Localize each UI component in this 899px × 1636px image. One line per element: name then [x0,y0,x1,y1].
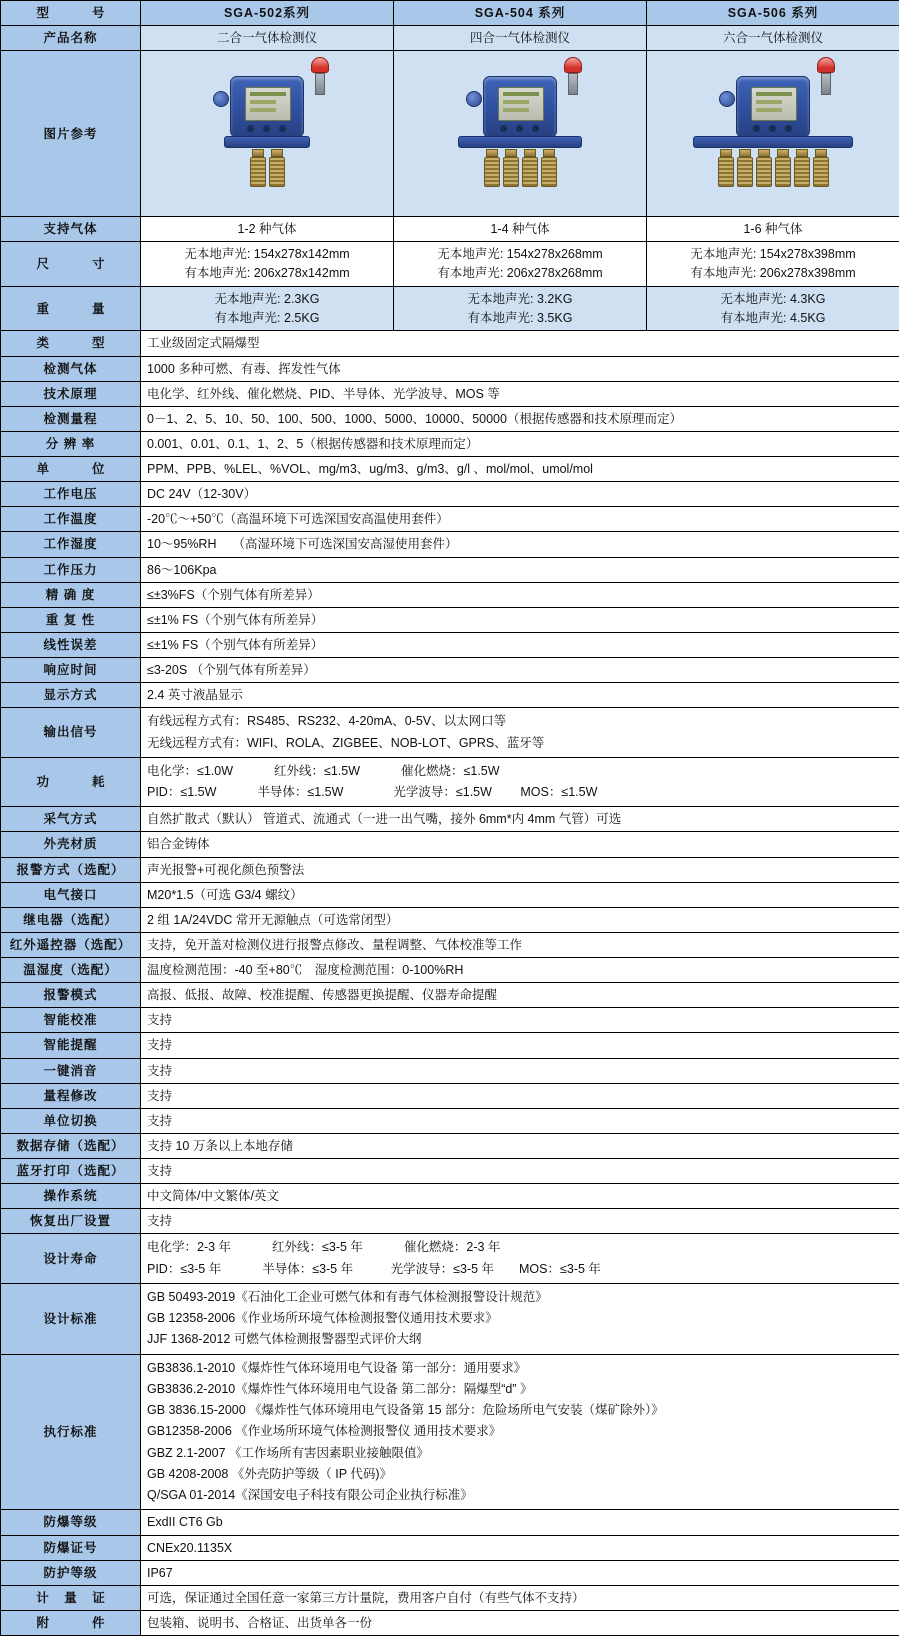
row-value-voltage: DC 24V（12-30V） [141,482,899,507]
output-signal-wired: 有线远程方式有：RS485、RS232、4-20mA、0-5V、以太网口等 [147,711,893,732]
supported-gases-504: 1-4 种气体 [394,217,647,242]
row-label-electrical-interface: 电气接口 [1,882,141,907]
row-value-range-modify: 支持 [141,1083,899,1108]
weight-504-line1: 无本地声光: 3.2KG [400,290,640,309]
row-label-resolution: 分 辨 率 [1,431,141,456]
row-label-image-reference: 图片参考 [1,51,141,217]
design-life-line1: 电化学：2-3 年 红外线：≤3-5 年 催化燃烧：2-3 年 [147,1237,893,1258]
row-label-ex-certificate: 防爆证号 [1,1535,141,1560]
execution-standard-line2: GB3836.2-2010《爆炸性气体环境用电气设备 第二部分：隔爆型“d” 》 [147,1379,893,1400]
table-row [1,507,899,532]
sensor-group-icon [224,149,310,187]
row-value-type: 工业级固定式隔爆型 [141,331,899,356]
row-label-unit: 单 位 [1,457,141,482]
row-label-dimensions: 尺 寸 [1,242,141,287]
row-value-smart-calibration: 支持 [141,1008,899,1033]
sensor-group-icon [458,149,582,187]
table-row [1,406,899,431]
table-row [1,356,899,381]
design-standard-line3: JJF 1368-2012 可燃气体检测报警器型式评价大纲 [147,1329,893,1350]
row-value-temp-humidity: 温度检测范围：-40 至+80℃ 湿度检测范围：0-100%RH [141,958,899,983]
alarm-light-icon [817,57,835,95]
row-label-bluetooth-print: 蓝牙打印（选配） [1,1159,141,1184]
row-value-resolution: 0.001、0.01、0.1、1、2、5（根据传感器和技术原理而定） [141,431,899,456]
row-value-op-pressure: 86～106Kpa [141,557,899,582]
detector-screen-icon [751,87,797,121]
row-label-housing-material: 外壳材质 [1,832,141,857]
table-row [1,457,899,482]
row-value-alarm-mode: 高报、低报、故障、校准提醒、传感器更换提醒、仪器寿命提醒 [141,983,899,1008]
row-value-design-standard [141,1283,899,1354]
design-standard-line1: GB 50493-2019《石油化工企业可燃气体和有毒气体检测报警设计规范》 [147,1287,893,1308]
table-row [1,1,899,26]
table-row [1,381,899,406]
execution-standard-line1: GB3836.1-2010《爆炸性气体环境用电气设备 第一部分：通用要求》 [147,1358,893,1379]
table-row [1,1354,899,1510]
row-value-detect-gas: 1000 多种可燃、有毒、挥发性气体 [141,356,899,381]
table-row [1,958,899,983]
table-row [1,242,899,287]
row-value-factory-reset: 支持 [141,1209,899,1234]
execution-standard-line5: GBZ 2.1-2007 《工作场所有害因素职业接触限值》 [147,1443,893,1464]
table-row [1,331,899,356]
row-label-design-life: 设计寿命 [1,1234,141,1284]
row-value-response-time: ≤3-20S （个别气体有所差异） [141,658,899,683]
table-row [1,1560,899,1585]
row-value-execution-standard [141,1354,899,1510]
dimensions-502 [141,242,394,287]
detector-image-504 [394,51,647,217]
table-row [1,1159,899,1184]
row-value-ex-certificate: CNEx20.1135X [141,1535,899,1560]
weight-506-line1: 无本地声光: 4.3KG [653,290,893,309]
row-label-ip-rating: 防护等级 [1,1560,141,1585]
row-label-relay: 继电器（选配） [1,907,141,932]
row-label-temp-humidity: 温湿度（选配） [1,958,141,983]
row-value-electrical-interface: M20*1.5（可选 G3/4 螺纹） [141,882,899,907]
design-life-line2: PID：≤3-5 年 半导体：≤3-5 年 光学波导：≤3-5 年 MOS：≤3-5 年 [147,1259,893,1280]
row-label-execution-standard: 执行标准 [1,1354,141,1510]
row-value-bluetooth-print: 支持 [141,1159,899,1184]
product-name-504: 四合一气体检测仪 [394,26,647,51]
table-row [1,557,899,582]
row-label-factory-reset: 恢复出厂设置 [1,1209,141,1234]
row-label-os: 操作系统 [1,1184,141,1209]
table-row [1,1510,899,1535]
dimensions-506-line1: 无本地声光: 154x278x398mm [653,245,893,264]
row-label-response-time: 响应时间 [1,658,141,683]
table-row [1,532,899,557]
row-label-smart-reminder: 智能提醒 [1,1033,141,1058]
product-name-502: 二合一气体检测仪 [141,26,394,51]
model-sga504: SGA-504 系列 [394,1,647,26]
execution-standard-line3: GB 3836.15-2000 《爆炸性气体环境用电气设备第 15 部分：危险场所电气安装（煤矿除外）》 [147,1400,893,1421]
weight-504 [394,286,647,331]
detector-side-port-icon [719,91,735,107]
power-line1: 电化学：≤1.0W 红外线：≤1.5W 催化燃烧：≤1.5W [147,761,893,782]
table-row [1,607,899,632]
row-label-detect-gas: 检测气体 [1,356,141,381]
dimensions-506 [647,242,899,287]
row-value-accuracy: ≤±3%FS（个别气体有所差异） [141,582,899,607]
table-row [1,1209,899,1234]
row-label-data-storage: 数据存储（选配） [1,1133,141,1158]
row-value-repeatability: ≤±1% FS（个别气体有所差异） [141,607,899,632]
detector-housing-icon [230,76,304,138]
detector-image-502 [141,51,394,217]
row-label-voltage: 工作电压 [1,482,141,507]
row-value-power-consumption [141,757,899,807]
row-label-metrology-cert: 计 量 证 [1,1585,141,1610]
dimensions-504 [394,242,647,287]
sensor-group-icon [693,149,853,187]
product-name-506: 六合一气体检测仪 [647,26,899,51]
row-label-sampling: 采气方式 [1,807,141,832]
detector-image-506 [647,51,899,217]
row-value-op-humidity: 10～95%RH （高湿环境下可选深国安高湿使用套件） [141,532,899,557]
detector-screen-icon [245,87,291,121]
row-value-accessories: 包装箱、说明书、合格证、出货单各一份 [141,1610,899,1635]
model-sga506: SGA-506 系列 [647,1,899,26]
row-value-output-signal [141,708,899,758]
table-row [1,1184,899,1209]
row-label-tech-principle: 技术原理 [1,381,141,406]
row-value-ip-rating: IP67 [141,1560,899,1585]
table-row [1,286,899,331]
table-row [1,807,899,832]
table-row [1,217,899,242]
dimensions-502-line2: 有本地声光: 206x278x142mm [147,264,387,283]
detector-housing-icon [736,76,810,138]
dimensions-504-line1: 无本地声光: 154x278x268mm [400,245,640,264]
row-label-alarm-method: 报警方式（选配） [1,857,141,882]
detector-screen-icon [498,87,544,121]
table-row [1,683,899,708]
row-value-metrology-cert: 可选，保证通过全国任意一家第三方计量院，费用客户自付（有些气体不支持） [141,1585,899,1610]
weight-504-line2: 有本地声光: 3.5KG [400,309,640,328]
weight-506-line2: 有本地声光: 4.5KG [653,309,893,328]
table-row [1,26,899,51]
row-label-design-standard: 设计标准 [1,1283,141,1354]
gas-detector-illustration-2 [224,76,310,187]
table-row [1,1234,899,1284]
table-row [1,1610,899,1635]
table-row [1,907,899,932]
table-row [1,51,899,217]
row-value-alarm-method: 声光报警+可视化颜色预警法 [141,857,899,882]
table-row [1,1058,899,1083]
row-value-range: 0－1、2、5、10、50、100、500、1000、5000、10000、50000（根据传感器和技术原理而定） [141,406,899,431]
design-standard-line2: GB 12358-2006《作业场所环境气体检测报警仪通用技术要求》 [147,1308,893,1329]
table-row [1,658,899,683]
row-value-design-life [141,1234,899,1284]
row-label-output-signal: 输出信号 [1,708,141,758]
row-label-op-pressure: 工作压力 [1,557,141,582]
row-value-tech-principle: 电化学、红外线、催化燃烧、PID、半导体、光学波导、MOS 等 [141,381,899,406]
row-value-unit: PPM、PPB、%LEL、%VOL、mg/m3、ug/m3、g/m3、g/l 、mol/mol、umol/mol [141,457,899,482]
row-label-supported-gases: 支持气体 [1,217,141,242]
row-value-relay: 2 组 1A/24VDC 常开无源触点（可选常闭型） [141,907,899,932]
detector-side-port-icon [466,91,482,107]
row-label-range-modify: 量程修改 [1,1083,141,1108]
gas-detector-illustration-4 [458,76,582,187]
supported-gases-506: 1-6 种气体 [647,217,899,242]
model-sga502: SGA-502系列 [141,1,394,26]
row-value-ex-rating: ExdII CT6 Gb [141,1510,899,1535]
table-row [1,582,899,607]
table-row [1,431,899,456]
row-label-accessories: 附 件 [1,1610,141,1635]
table-row [1,1083,899,1108]
dimensions-506-line2: 有本地声光: 206x278x398mm [653,264,893,283]
dimensions-502-line1: 无本地声光: 154x278x142mm [147,245,387,264]
row-value-op-temperature: -20℃～+50℃（高温环境下可选深国安高温使用套件） [141,507,899,532]
row-label-type: 类 型 [1,331,141,356]
table-row [1,1535,899,1560]
row-value-smart-reminder: 支持 [141,1033,899,1058]
row-value-one-key-mute: 支持 [141,1058,899,1083]
row-value-linearity-error: ≤±1% FS（个别气体有所差异） [141,632,899,657]
alarm-light-icon [311,57,329,95]
table-row [1,932,899,957]
weight-502 [141,286,394,331]
row-label-model: 型 号 [1,1,141,26]
table-row [1,857,899,882]
table-row [1,708,899,758]
supported-gases-502: 1-2 种气体 [141,217,394,242]
row-label-op-temperature: 工作温度 [1,507,141,532]
table-row [1,832,899,857]
alarm-light-icon [564,57,582,95]
detector-side-port-icon [213,91,229,107]
table-row [1,1033,899,1058]
table-row [1,757,899,807]
row-label-smart-calibration: 智能校准 [1,1008,141,1033]
execution-standard-line7: Q/SGA 01-2014《深国安电子科技有限公司企业执行标准》 [147,1485,893,1506]
table-row [1,882,899,907]
row-value-unit-switch: 支持 [141,1108,899,1133]
row-label-weight: 重 量 [1,286,141,331]
table-row [1,1283,899,1354]
table-row [1,482,899,507]
row-value-sampling: 自然扩散式（默认） 管道式、流通式（一进一出气嘴，接外 6mm*内 4mm 气管）可选 [141,807,899,832]
power-line2: PID：≤1.5W 半导体：≤1.5W 光学波导：≤1.5W MOS：≤1.5W [147,782,893,803]
row-label-power-consumption: 功 耗 [1,757,141,807]
table-row [1,1008,899,1033]
row-label-linearity-error: 线性误差 [1,632,141,657]
table-row [1,983,899,1008]
row-label-product-name: 产品名称 [1,26,141,51]
table-row [1,632,899,657]
detector-manifold-icon [693,136,853,148]
row-value-display: 2.4 英寸液晶显示 [141,683,899,708]
execution-standard-line4: GB12358-2006 《作业场所环境气体检测报警仪 通用技术要求》 [147,1421,893,1442]
weight-502-line1: 无本地声光: 2.3KG [147,290,387,309]
row-value-housing-material: 铝合金铸体 [141,832,899,857]
row-label-alarm-mode: 报警模式 [1,983,141,1008]
execution-standard-line6: GB 4208-2008 《外壳防护等级（ IP 代码)》 [147,1464,893,1485]
row-label-range: 检测量程 [1,406,141,431]
row-label-unit-switch: 单位切换 [1,1108,141,1133]
row-value-data-storage: 支持 10 万条以上本地存储 [141,1133,899,1158]
row-label-ir-remote: 红外遥控器（选配） [1,932,141,957]
table-row [1,1585,899,1610]
row-label-accuracy: 精 确 度 [1,582,141,607]
row-value-ir-remote: 支持，免开盖对检测仪进行报警点修改、量程调整、气体校准等工作 [141,932,899,957]
row-value-os: 中文简体/中文繁体/英文 [141,1184,899,1209]
row-label-one-key-mute: 一键消音 [1,1058,141,1083]
table-row [1,1108,899,1133]
row-label-ex-rating: 防爆等级 [1,1510,141,1535]
dimensions-504-line2: 有本地声光: 206x278x268mm [400,264,640,283]
row-label-op-humidity: 工作湿度 [1,532,141,557]
detector-housing-icon [483,76,557,138]
table-row [1,1133,899,1158]
row-label-display: 显示方式 [1,683,141,708]
detector-manifold-icon [224,136,310,148]
output-signal-wireless: 无线远程方式有：WIFI、ROLA、ZIGBEE、NOB-LOT、GPRS、蓝牙等 [147,733,893,754]
detector-manifold-icon [458,136,582,148]
row-label-repeatability: 重 复 性 [1,607,141,632]
weight-502-line2: 有本地声光: 2.5KG [147,309,387,328]
weight-506 [647,286,899,331]
gas-detector-illustration-6 [693,76,853,187]
